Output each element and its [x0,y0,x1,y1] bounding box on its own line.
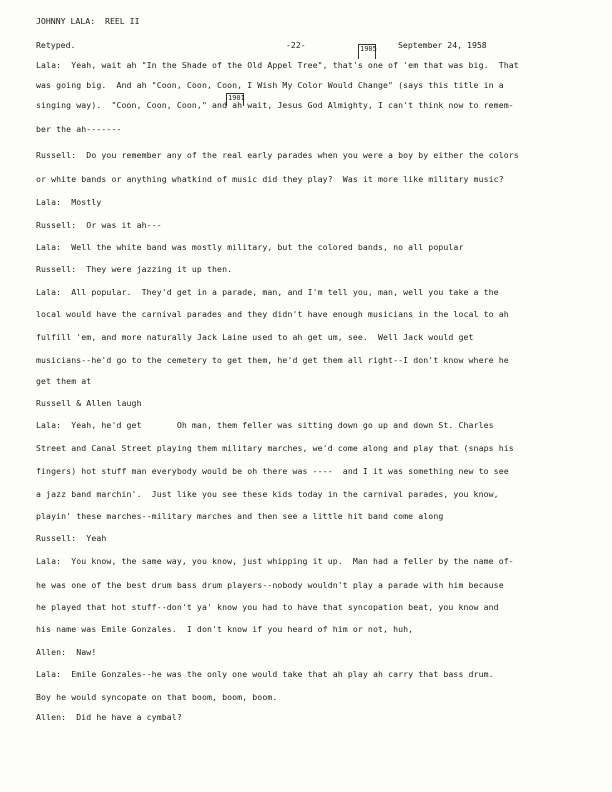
document-header-title: JOHNNY LALA: REEL II [36,16,140,26]
transcript-line: get them at [36,376,92,386]
transcript-line: Lala: Mostly [36,197,102,207]
document-date: September 24, 1958 [398,40,487,50]
transcript-line: fulfill 'em, and more naturally Jack Laine used to ah get um, see. Well Jack would get [36,332,474,342]
transcript-line: Allen: Did he have a cymbal? [36,712,182,722]
handwritten-year-1905: 1905 [360,45,377,53]
transcript-line: or white bands or anything whatkind of music did they play? Was it more like military music? [36,174,504,184]
transcript-line: a jazz band marchin'. Just like you see these kids today in the carnival parades, you know, [36,489,499,499]
transcript-line: Lala: Well the white band was mostly military, but the colored bands, no all popular [36,242,464,252]
transcript-line: Russell: They were jazzing it up then. [36,264,233,274]
transcript-line: playin' these marches--military marches and then see a little hit band come along [36,511,444,521]
transcript-line: Russell: Do you remember any of the real early parades when you were a boy by either the colors [36,150,519,160]
transcript-line: Street and Canal Street playing them military marches, we'd come along and play that (snaps his [36,443,514,453]
transcript-line: Russell & Allen laugh [36,398,142,408]
transcript-line: ber the ah------- [36,124,122,134]
transcript-line: Lala: Emile Gonzales--he was the only one would take that ah play ah carry that bass drum. [36,669,494,679]
transcript-line: Boy he would syncopate on that boom, boom, boom. [36,692,278,702]
transcript-line: singing way). "Coon, Coon, Coon," and ah wait, Jesus God Almighty, I can't think now to remem- [36,100,514,110]
transcript-line: Russell: Yeah [36,533,107,543]
page-number: -22- [286,40,306,50]
transcript-line: Lala: You know, the same way, you know, just whipping it up. Man had a feller by the name of- [36,556,514,566]
transcript-line: musicians--he'd go to the cemetery to get them, he'd get them all right--I don't know where he [36,355,509,365]
retyped-note: Retyped. [36,40,76,50]
transcript-line: he was one of the best drum bass drum players--nobody wouldn't play a parade with him because [36,580,504,590]
handwritten-year-1901: 1901 [228,94,245,102]
transcript-line: fingers) hot stuff man everybody would be oh there was ---- and I it was something new to see [36,466,509,476]
transcript-line: Russell: Or was it ah--- [36,220,162,230]
transcript-line: Lala: Yeah, wait ah "In the Shade of the Old Appel Tree", that's one of 'em that was big. That [36,60,519,70]
transcript-line: Lala: All popular. They'd get in a parade, man, and I'm tell you, man, well you take a the [36,287,499,297]
transcript-line: was going big. And ah "Coon, Coon, Coon, I Wish My Color Would Change" (says this title in a [36,80,504,90]
transcript-line: his name was Emile Gonzales. I don't know if you heard of him or not, huh, [36,624,414,634]
transcript-line: local would have the carnival parades and they didn't have enough musicians in the local to ah [36,309,509,319]
transcript-line: Allen: Naw! [36,647,97,657]
transcript-line: Lala: Yeah, he'd get Oh man, them feller was sitting down go up and down St. Charles [36,420,494,430]
transcript-line: he played that hot stuff--don't ya' know you had to have that syncopation beat, you know and [36,602,499,612]
